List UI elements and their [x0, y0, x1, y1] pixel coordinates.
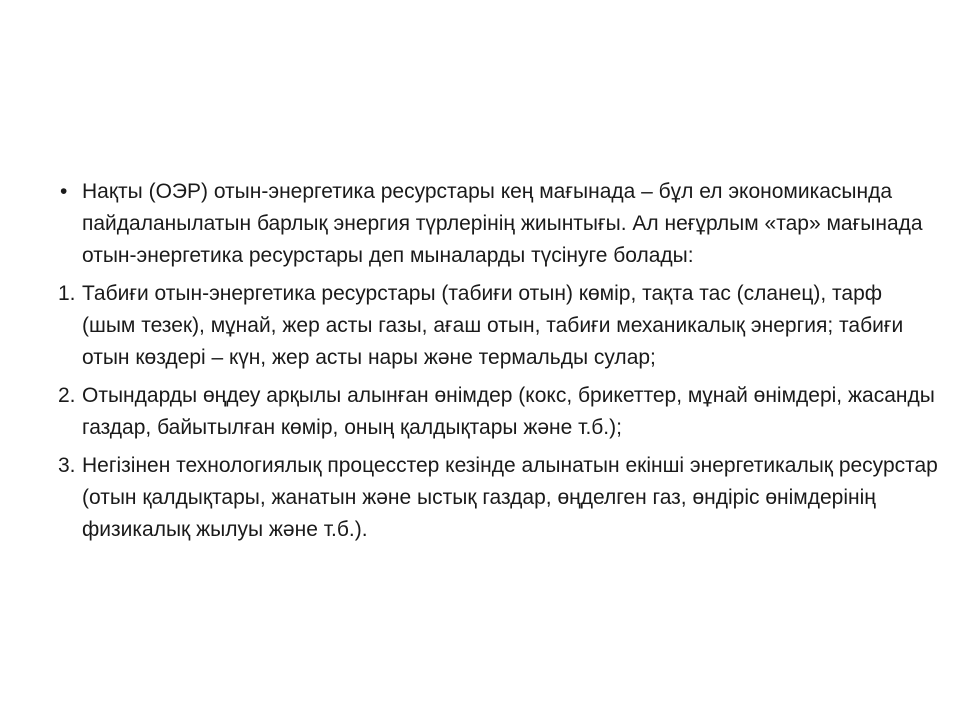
slide-body	[58, 176, 938, 552]
item-text: Табиғи отын-энергетика ресурстары (табиғи отын) көмір, тақта тас (сланец), тарф (шым тезек), мұнай, жер асты газы, ағаш отын, табиғи механикалық энергия; табиғи отын көздері – күн, жер асты нары және термальды сулар;	[82, 282, 904, 369]
item-number: 1.	[58, 282, 76, 305]
item-number: 2.	[58, 384, 76, 407]
bullet-marker: •	[60, 180, 68, 203]
item-text: Отындарды өңдеу арқылы алынған өнімдер (кокс, брикеттер, мұнай өнімдері, жасанды газдар, байытылған көмір, оның қалдықтары және т.б.);	[82, 384, 935, 439]
numbered-item-2	[58, 380, 938, 444]
bullet-text: Нақты (ОЭР) отын-энергетика ресурстары кең мағынада – бұл ел экономикасында пайдаланылатын барлық энергия түрлерінің жиынтығы. Ал неғұрлым «тар» мағынада отын-энергетика ресурстары деп мыналарды түсінуге болады:	[82, 180, 923, 267]
item-text: Негізінен технологиялық процесстер кезінде алынатын екінші энергетикалық ресурстар (отын қалдықтары, жанатын және ыстық газдар, өңделген газ, өндіріс өнімдерінің физикалық жылуы және т.б.).	[82, 454, 938, 541]
numbered-item-3	[58, 450, 938, 546]
item-number: 3.	[58, 454, 76, 477]
bullet-paragraph	[58, 176, 938, 272]
numbered-item-1	[58, 278, 938, 374]
